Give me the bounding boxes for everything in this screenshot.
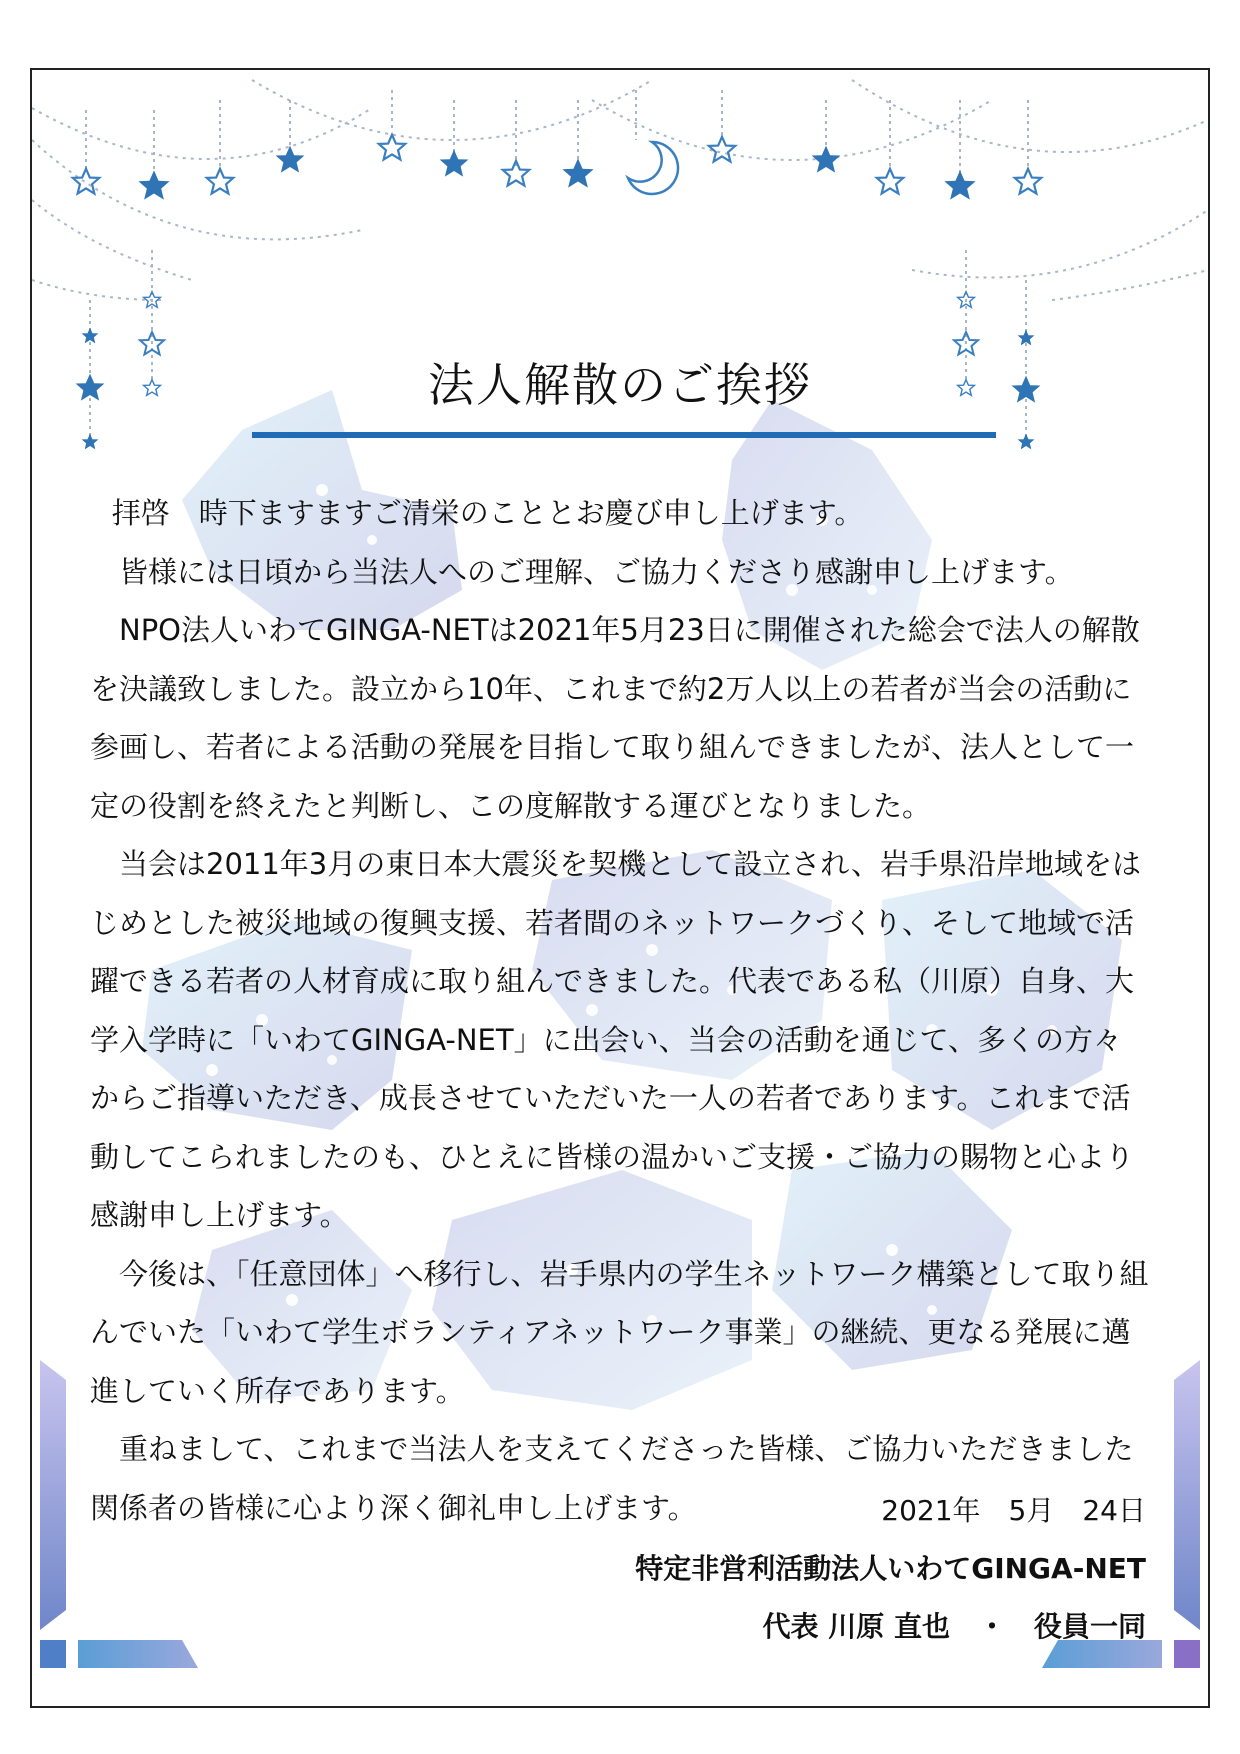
paragraph-future: 今後は、「任意団体」へ移行し、岩手県内の学生ネットワーク構築として取り組んでいた「いわて学生ボランティアネットワーク事業」の継続、更なる発展に邁進していく所存であります。 bbox=[90, 1256, 1149, 1408]
title-underline bbox=[252, 432, 996, 438]
organization-name: 特定非営利活動法人いわてGINGA-NET bbox=[635, 1552, 1146, 1585]
representative-line: 代表 川原 直也 ・ 役員一同 bbox=[762, 1610, 1146, 1643]
letter-date: 2021年 5月 24日 bbox=[881, 1494, 1146, 1527]
paragraph-history: 当会は2011年3月の東日本大震災を契機として設立され、岩手県沿岸地域をはじめとした被災地域の復興支援、若者間のネットワークづくり、そして地域で活躍できる若者の人材育成に取り組んできました。代表である私（川原）自身、大学入学時に「いわてGINGA-NET」に出会い、当会の活動を通じて、多くの方々からご指導いただき、成長させていただいた一人の若者であります。これまで活動してこられましたのも、ひとえに皆様の温かいご支援・ご協力の賜物と心より感謝申し上げます。 bbox=[90, 847, 1141, 1232]
paragraph-dissolution: NPO法人いわてGINGA-NETは2021年5月23日に開催された総会で法人の解散を決議致しました。設立から10年、これまで約2万人以上の若者が当会の活動に参画し、若者による活動の発展を目指して取り組んできましたが、法人として一定の役割を終えたと判断し、この度解散する運びとなりました。 bbox=[90, 613, 1140, 823]
paragraph-greeting: 拝啓 時下ますますご清栄のこととお慶び申し上げます。 bbox=[111, 496, 864, 530]
page-title: 法人解散のご挨拶 bbox=[428, 357, 812, 412]
paragraph-closing: 重ねまして、これまで当法人を支えてくださった皆様、ご協力いただきました関係者の皆様に心より深く御礼申し上げます。 bbox=[90, 1432, 1134, 1525]
paragraph-thanks: 皆様には日頃から当法人へのご理解、ご協力くださり感謝申し上げます。 bbox=[119, 554, 1074, 589]
signature-block bbox=[635, 1482, 1146, 1656]
letter-frame bbox=[30, 68, 1210, 1708]
letter-body bbox=[90, 484, 1150, 1537]
